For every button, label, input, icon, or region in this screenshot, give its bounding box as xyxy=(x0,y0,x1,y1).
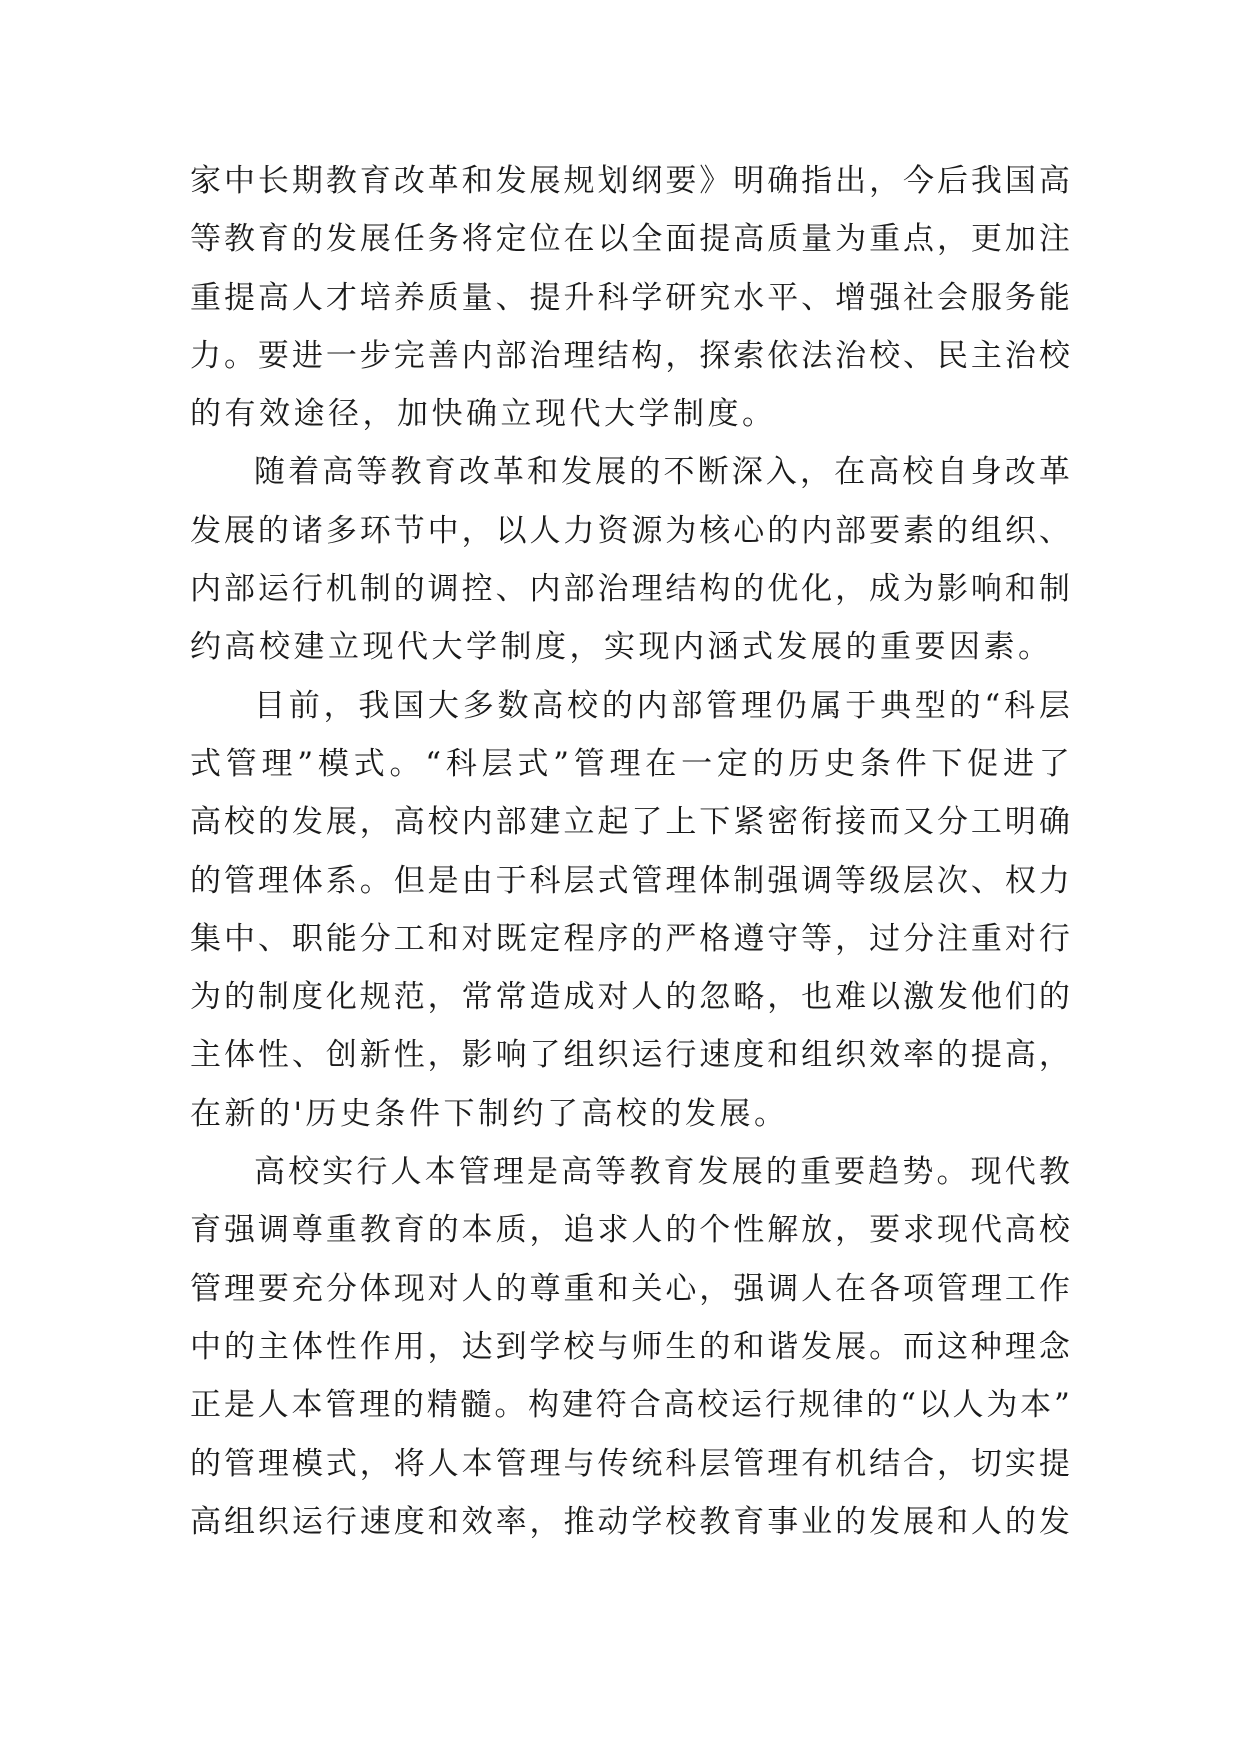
text-line: 重 提 高 人 才 培 养 质 量 、 提 升 科 学 研 究 水 平 、 增 强 社 会 服 务 能 xyxy=(190,279,1070,316)
text-line: 中 的 主 体 性 作 用 ， 达 到 学 校 与 师 生 的 和 谐 发 展 。 而 这 种 理 念 xyxy=(190,1328,1070,1365)
text-line: 正 是 人 本 管 理 的 精 髓 。 构 建 符 合 高 校 运 行 规 律 的 “ 以 人 为 本 ” xyxy=(190,1387,1070,1424)
text-line: 主 体 性 、 创 新 性 ， 影 响 了 组 织 运 行 速 度 和 组 织 效 率 的 提 高 ， xyxy=(190,1037,1070,1074)
text-line: 育 强 调 尊 重 教 育 的 本 质 ， 追 求 人 的 个 性 解 放 ， 要 求 现 代 高 校 xyxy=(190,1212,1070,1249)
text-line: 发 展 的 诸 多 环 节 中 ， 以 人 力 资 源 为 核 心 的 内 部 要 素 的 组 织 、 xyxy=(190,512,1070,549)
text-line: 目 前 ， 我 国 大 多 数 高 校 的 内 部 管 理 仍 属 于 典 型 的 “ 科 层 xyxy=(254,687,1070,724)
text-line: 家 中 长 期 教 育 改 革 和 发 展 规 划 纲 要 》 明 确 指 出 ， 今 后 我 国 高 xyxy=(190,163,1070,199)
text-line: 管 理 要 充 分 体 现 对 人 的 尊 重 和 关 心 ， 强 调 人 在 各 项 管 理 工 作 xyxy=(190,1270,1070,1307)
text-line: 在新的'历史条件下制约了高校的发展。 xyxy=(190,1095,789,1132)
text-line: 为 的 制 度 化 规 范 ， 常 常 造 成 对 人 的 忽 略 ， 也 难 以 激 发 他 们 的 xyxy=(190,979,1070,1016)
text-line: 高 校 的 发 展 ， 高 校 内 部 建 立 起 了 上 下 紧 密 衔 接 而 又 分 工 明 确 xyxy=(190,804,1070,841)
text-line: 等 教 育 的 发 展 任 务 将 定 位 在 以 全 面 提 高 质 量 为 重 点 ， 更 加 注 xyxy=(190,221,1070,258)
text-line: 随 着 高 等 教 育 改 革 和 发 展 的 不 断 深 入 ， 在 高 校 自 身 改 革 xyxy=(254,454,1070,491)
text-line: 的 管 理 模 式 ， 将 人 本 管 理 与 传 统 科 层 管 理 有 机 结 合 ， 切 实 提 xyxy=(190,1445,1070,1482)
text-line: 高 校 实 行 人 本 管 理 是 高 等 教 育 发 展 的 重 要 趋 势 。 现 代 教 xyxy=(254,1154,1070,1191)
text-line: 约高校建立现代大学制度，实现内涵式发展的重要因素。 xyxy=(190,629,1053,666)
text-line: 高 组 织 运 行 速 度 和 效 率 ， 推 动 学 校 教 育 事 业 的 发 展 和 人 的 发 xyxy=(190,1503,1070,1540)
text-line: 的有效途径，加快确立现代大学制度。 xyxy=(190,396,777,433)
text-line: 集 中 、 职 能 分 工 和 对 既 定 程 序 的 严 格 遵 守 等 ， 过 分 注 重 对 行 xyxy=(190,920,1070,957)
text-line: 内 部 运 行 机 制 的 调 控 、 内 部 治 理 结 构 的 优 化 ， 成 为 影 响 和 制 xyxy=(190,571,1070,608)
text-line: 力 。 要 进 一 步 完 善 内 部 治 理 结 构 ， 探 索 依 法 治 校 、 民 主 治 校 xyxy=(190,337,1070,374)
text-line: 式 管 理 ” 模 式 。 “ 科 层 式 ” 管 理 在 一 定 的 历 史 条 件 下 促 进 了 xyxy=(190,745,1070,782)
text-line: 的 管 理 体 系 。 但 是 由 于 科 层 式 管 理 体 制 强 调 等 级 层 次 、 权 力 xyxy=(190,862,1070,899)
body-text xyxy=(190,152,1070,1551)
